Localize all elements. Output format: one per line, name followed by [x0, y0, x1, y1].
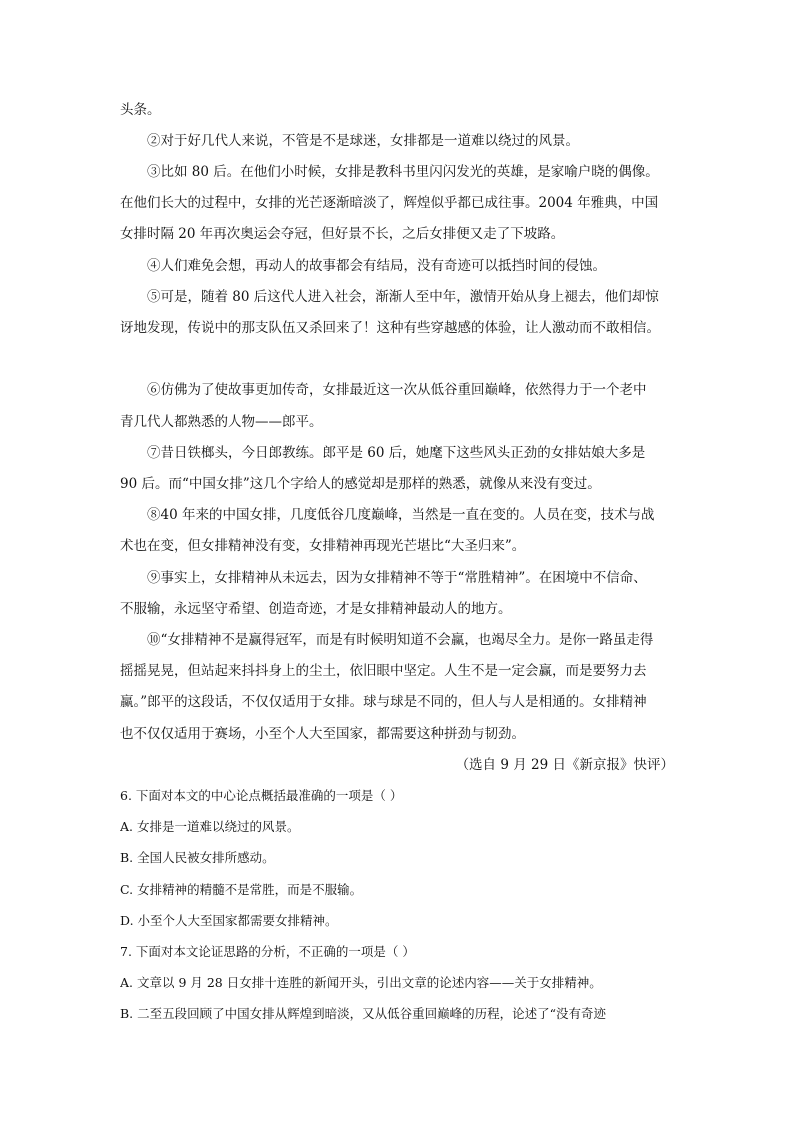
paragraph-6-line-1: ⑥仿佛为了使故事更加传奇，女排最近这一次从低谷重回巅峰，依然得力于一个老中 — [147, 382, 647, 398]
paragraph-5-line-1: ⑤可是，随着 80 后这代人进入社会，渐渐人至中年，激情开始从身上褪去，他们却惊 — [147, 289, 659, 305]
question-6-option-a: A. 女排是一道难以绕过的风景。 — [120, 819, 300, 834]
paragraph-9-line-2: 不服输，永远坚守希望、创造奇迹，才是女排精神最动人的地方。 — [120, 601, 512, 617]
paragraph-10-line-2: 摇摇晃晃，但站起来抖抖身上的尘土，依旧眼中坚定。人生不是一定会赢，而是要努力去 — [120, 663, 647, 679]
question-6-option-c: C. 女排精神的精髓不是常胜，而是不服输。 — [120, 882, 363, 897]
paragraph-9-line-1: ⑨事实上，女排精神从未远去，因为女排精神不等于“常胜精神”。在困境中不信命、 — [147, 570, 647, 586]
paragraph-5-line-2: 讶地发现，传说中的那支队伍又杀回来了！这种有些穿越感的体验，让人激动而不敢相信。 — [120, 320, 660, 336]
paragraph-10-line-3: 赢。”郎平的这段话，不仅仅适用于女排。球与球是不同的，但人与人是相通的。女排精神 — [120, 694, 647, 710]
paragraph-3-line-2: 在他们长大的过程中，女排的光芒逐渐暗淡了，辉煌似乎都已成往事。2004 年雅典，中国 — [120, 195, 659, 211]
paragraph-2: ②对于好几代人来说，不管是不是球迷，女排都是一道难以绕过的风景。 — [147, 133, 579, 149]
paragraph-1-tail: 头条。 — [120, 102, 161, 118]
article-source: （选自 9 月 29 日《新京报》快评） — [455, 757, 674, 773]
paragraph-6-line-2: 青几代人都熟悉的人物——郎平。 — [120, 414, 323, 430]
paragraph-7-line-1: ⑦昔日铁榔头，今日郎教练。郎平是 60 后，她麾下这些风头正劲的女排姑娘大多是 — [147, 445, 646, 461]
question-7-option-b: B. 二至五段回顾了中国女排从辉煌到暗淡，又从低谷重回巅峰的历程，论述了“没有奇迹 — [120, 1006, 607, 1021]
paragraph-8-line-2: 术也在变，但女排精神没有变，女排精神再现光芒堪比“大圣归来”。 — [120, 538, 526, 554]
paragraph-4: ④人们难免会想，再动人的故事都会有结局，没有奇迹可以抵挡时间的侵蚀。 — [147, 258, 606, 274]
paragraph-3-line-1: ③比如 80 后。在他们小时候，女排是教科书里闪闪发光的英雄，是家喻户晓的偶像。 — [147, 164, 659, 180]
paragraph-8-line-1: ⑧40 年来的中国女排，几度低谷几度巅峰，当然是一直在变的。人员在变，技术与战 — [147, 507, 655, 523]
question-6-option-d: D. 小至个人大至国家都需要女排精神。 — [120, 913, 338, 928]
question-6-option-b: B. 全国人民被女排所感动。 — [120, 850, 275, 865]
paragraph-3-line-3: 女排时隔 20 年再次奥运会夺冠，但好景不长，之后女排便又走了下坡路。 — [120, 226, 565, 242]
paragraph-10-line-1: ⑩“女排精神不是赢得冠军，而是有时候明知道不会赢，也竭尽全力。是你一路虽走得 — [147, 632, 654, 648]
paragraph-10-line-4: 也不仅仅适用于赛场，小至个人大至国家，都需要这种拼劲与韧劲。 — [120, 726, 525, 742]
paragraph-7-line-2: 90 后。而“中国女排”这几个字给人的感觉却是那样的熟悉，就像从来没有变过。 — [120, 476, 601, 492]
question-7-option-a: A. 文章以 9 月 28 日女排十连胜的新闻开头，引出文章的论述内容——关于女排精神。 — [120, 975, 602, 990]
question-7-stem: 7. 下面对本文论证思路的分析，不正确的一项是（ ） — [120, 944, 415, 959]
question-6-stem: 6. 下面对本文的中心论点概括最准确的一项是（ ） — [120, 788, 403, 803]
